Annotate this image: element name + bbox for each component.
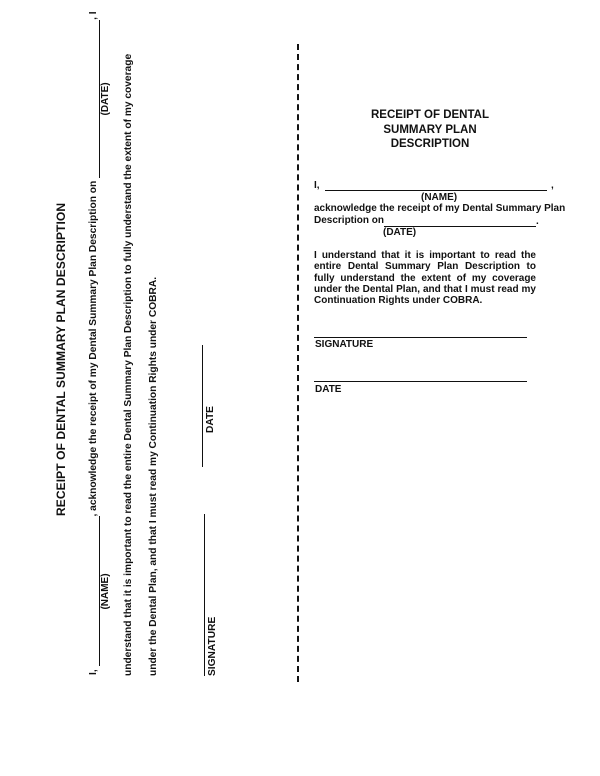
- form-title: [330, 108, 530, 152]
- name-label: (NAME): [421, 192, 458, 203]
- date-received-label: (DATE): [383, 227, 417, 238]
- rotated-name-label: (NAME): [100, 573, 111, 610]
- signature-label: SIGNATURE: [315, 339, 374, 350]
- rotated-signature-label: SIGNATURE: [207, 616, 218, 676]
- rotated-name-field[interactable]: [88, 516, 111, 666]
- name-field[interactable]: [325, 190, 547, 191]
- rotated-i-prefix: I,: [88, 669, 99, 675]
- signature-line[interactable]: [314, 337, 527, 338]
- rotated-date-line[interactable]: [202, 345, 203, 467]
- dashed-cut-line: [297, 44, 299, 682]
- i-prefix: I,: [314, 180, 320, 191]
- acknowledge-text: acknowledge the receipt of my Dental Summary Plan: [314, 203, 566, 214]
- rotated-date-label: (DATE): [100, 82, 111, 116]
- rotated-date-field-label: DATE: [205, 406, 216, 433]
- form-title-line-1: RECEIPT OF DENTAL: [371, 109, 489, 121]
- rotated-ack-text: , acknowledge the receipt of my Dental Summary Plan Description on: [88, 180, 99, 517]
- rotated-cobra-line: under the Dental Plan, and that I must read my Continuation Rights under COBRA.: [148, 276, 159, 676]
- description-on-text: Description on: [314, 215, 385, 226]
- rotated-signature-line[interactable]: [204, 514, 205, 676]
- rotated-acknowledgment-line: [88, 11, 111, 675]
- date-line[interactable]: [314, 381, 527, 382]
- name-suffix: ,: [551, 180, 554, 191]
- rotated-ack-suffix: , I: [88, 11, 99, 20]
- rotated-title: RECEIPT OF DENTAL SUMMARY PLAN DESCRIPTION: [54, 202, 68, 516]
- form-title-line-2: SUMMARY PLAN: [383, 123, 477, 136]
- date-received-suffix: .: [536, 216, 539, 227]
- acknowledgment-paragraph: I understand that it is important to read the entire Dental Summary Plan Description to fully understand the extent of my coverage under the Dental Plan, and that I must read my Continuation Rights under COBRA.: [314, 250, 536, 307]
- rotated-understand-line: understand that it is important to read the entire Dental Summary Plan Description to fully understand the extent of my coverage: [123, 53, 134, 676]
- date-label: DATE: [315, 384, 342, 395]
- form-title-line-3: DESCRIPTION: [390, 138, 470, 150]
- rotated-date-field[interactable]: [88, 20, 111, 178]
